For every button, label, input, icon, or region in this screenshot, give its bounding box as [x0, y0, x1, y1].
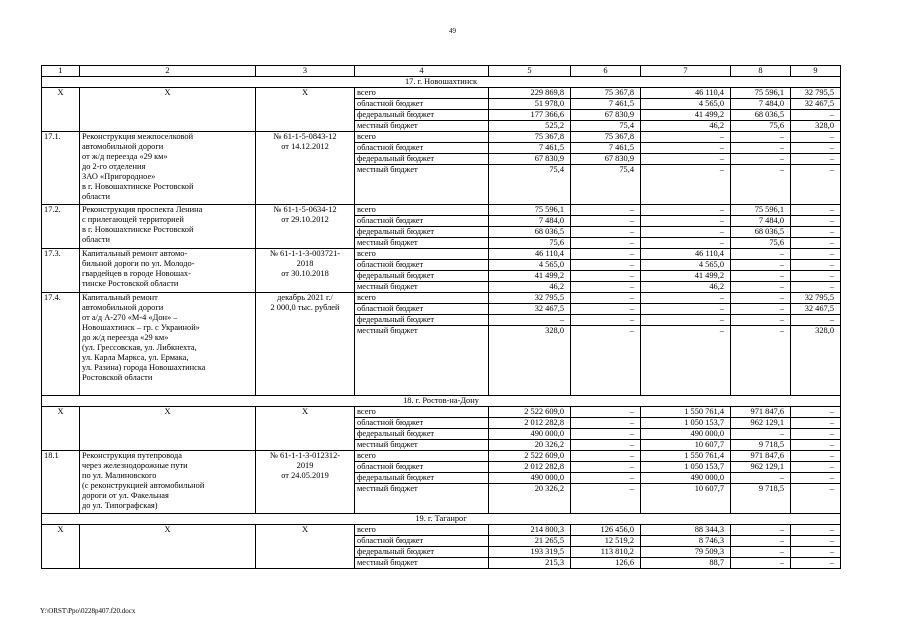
item-document-line: 2018	[296, 259, 314, 268]
amount-cell: –	[571, 227, 641, 238]
amount-cell: –	[791, 143, 841, 154]
amount-cell: 46 110,4	[489, 249, 571, 260]
item-document-line: № 61-1-1-3-012312-	[269, 451, 341, 460]
item-name-line: ЗАО «Пригородное»	[82, 172, 156, 181]
amount-cell: –	[571, 216, 641, 227]
amount-cell: 4 565,0	[489, 260, 571, 271]
amount-cell: 490 000,0	[489, 473, 571, 484]
amount-cell: 971 847,6	[731, 451, 791, 462]
item-row	[42, 205, 841, 216]
amount-cell: –	[791, 536, 841, 547]
amount-cell: –	[731, 547, 791, 558]
placeholder-x: Х	[256, 88, 355, 132]
amount-cell: –	[731, 282, 791, 293]
budget-type: всего	[355, 249, 489, 260]
budget-type: федеральный бюджет	[355, 547, 489, 558]
amount-cell: –	[791, 271, 841, 282]
amount-cell: –	[731, 473, 791, 484]
amount-cell: 32 795,5	[489, 293, 571, 304]
amount-cell: –	[791, 484, 841, 514]
amount-cell: 75,4	[571, 121, 641, 132]
budget-type: федеральный бюджет	[355, 110, 489, 121]
item-name-line: Реконструкция проспекта Ленина	[82, 205, 203, 214]
item-name	[80, 293, 256, 396]
amount-cell: –	[641, 132, 731, 143]
amount-cell: 4 565,0	[641, 260, 731, 271]
item-document-line: № 61-1-5-0634-12	[273, 205, 337, 214]
section-heading-row	[42, 396, 841, 407]
item-name-line: (ул. Грессовская, ул. Либкнехта,	[82, 343, 197, 352]
column-number-6: 6	[571, 66, 641, 77]
item-name-line: бильной дороги по ул. Молодо-	[82, 259, 195, 268]
amount-cell: 177 366,6	[489, 110, 571, 121]
amount-cell: –	[791, 227, 841, 238]
item-document-line: № 61-1-5-0843-12	[273, 132, 337, 141]
section-heading-row	[42, 77, 841, 88]
item-document	[256, 249, 355, 293]
budget-type: федеральный бюджет	[355, 271, 489, 282]
budget-type: всего	[355, 293, 489, 304]
amount-cell: –	[641, 143, 731, 154]
amount-cell: –	[791, 418, 841, 429]
item-name-line: автомобильной дороги	[82, 142, 164, 151]
amount-cell: –	[571, 418, 641, 429]
amount-cell: 68 036,5	[489, 227, 571, 238]
amount-cell: 32 795,5	[791, 293, 841, 304]
amount-cell: 328,0	[791, 326, 841, 396]
budget-type: областной бюджет	[355, 536, 489, 547]
placeholder-x: Х	[256, 525, 355, 569]
amount-cell: –	[791, 249, 841, 260]
amount-cell: –	[641, 154, 731, 165]
budget-type: областной бюджет	[355, 99, 489, 110]
amount-cell: –	[571, 440, 641, 451]
amount-cell: –	[791, 238, 841, 249]
item-row	[42, 249, 841, 260]
section-title: 18. г. Ростов-на-Дону	[42, 396, 841, 407]
amount-cell: 41 499,2	[489, 271, 571, 282]
column-number-8: 8	[731, 66, 791, 77]
amount-cell: 67 830,9	[571, 110, 641, 121]
amount-cell: 2 012 282,8	[489, 418, 571, 429]
amount-cell: 75,6	[489, 238, 571, 249]
amount-cell: 525,2	[489, 121, 571, 132]
amount-cell: –	[731, 304, 791, 315]
item-name-line: от ж/д переезда «29 км»	[82, 152, 168, 161]
amount-cell: 75,4	[489, 165, 571, 205]
item-name-line: ул. Разина) города Новошахтинска	[82, 363, 206, 372]
column-number-2: 2	[80, 66, 256, 77]
amount-cell: 75 596,1	[731, 205, 791, 216]
amount-cell: –	[791, 315, 841, 326]
amount-cell: 75 596,1	[731, 88, 791, 99]
amount-cell: 32 795,5	[791, 88, 841, 99]
amount-cell: 10 607,7	[641, 484, 731, 514]
item-name-line: в г. Новошахтинске Ростовской	[82, 225, 194, 234]
amount-cell: –	[731, 249, 791, 260]
amount-cell: 88 344,3	[641, 525, 731, 536]
amount-cell: 41 499,2	[641, 271, 731, 282]
amount-cell: –	[571, 304, 641, 315]
section-title: 17. г. Новошахтинск	[42, 77, 841, 88]
placeholder-x: Х	[42, 407, 80, 451]
item-name-line: от а/д А-270 «М-4 «Дон» –	[82, 313, 178, 322]
amount-cell: 46,2	[489, 282, 571, 293]
amount-cell: 215,3	[489, 558, 571, 569]
budget-type: федеральный бюджет	[355, 154, 489, 165]
amount-cell: –	[791, 205, 841, 216]
item-name-line: тинске Ростовской области	[82, 279, 179, 288]
budget-type: всего	[355, 205, 489, 216]
amount-cell: –	[791, 132, 841, 143]
amount-cell: –	[571, 249, 641, 260]
amount-cell: –	[571, 205, 641, 216]
amount-cell: 7 484,0	[489, 216, 571, 227]
placeholder-x: Х	[256, 407, 355, 451]
amount-cell: –	[791, 154, 841, 165]
amount-cell: –	[731, 165, 791, 205]
amount-cell: 2 522 609,0	[489, 451, 571, 462]
amount-cell: –	[791, 451, 841, 462]
item-name-line: Ростовской области	[82, 373, 153, 382]
item-name	[80, 205, 256, 249]
placeholder-x: Х	[80, 88, 256, 132]
budget-type: федеральный бюджет	[355, 315, 489, 326]
amount-cell: 75,6	[731, 121, 791, 132]
item-name-line: через железнодорожные пути	[82, 461, 188, 470]
amount-cell: 490 000,0	[641, 429, 731, 440]
item-name-line: по ул. Малиновского	[82, 471, 157, 480]
item-name-line: до 2-го отделения	[82, 162, 146, 171]
section-title: 19. г. Таганрог	[42, 514, 841, 525]
amount-cell: 67 830,9	[489, 154, 571, 165]
amount-cell: 2 012 282,8	[489, 462, 571, 473]
amount-cell: 229 869,8	[489, 88, 571, 99]
amount-cell: –	[731, 315, 791, 326]
item-document-line: 2 000,0 тыс. рублей	[270, 303, 340, 312]
amount-cell: 46,2	[641, 121, 731, 132]
amount-cell: –	[641, 304, 731, 315]
amount-cell: 7 484,0	[731, 99, 791, 110]
budget-type: всего	[355, 451, 489, 462]
placeholder-x: Х	[80, 407, 256, 451]
amount-cell: 1 050 153,7	[641, 418, 731, 429]
item-name-line: автомобильной дороги	[82, 303, 164, 312]
item-name-line: Капитальный ремонт	[82, 293, 158, 302]
budget-type: областной бюджет	[355, 216, 489, 227]
amount-cell: 126 456,0	[571, 525, 641, 536]
amount-cell: 7 461,5	[489, 143, 571, 154]
amount-cell: –	[791, 110, 841, 121]
amount-cell: –	[731, 293, 791, 304]
budget-type: областной бюджет	[355, 462, 489, 473]
item-name-line: гвардейцев в городе Новошах-	[82, 269, 191, 278]
amount-cell: 328,0	[489, 326, 571, 396]
amount-cell: –	[791, 473, 841, 484]
amount-cell: 46 110,4	[641, 88, 731, 99]
amount-cell: 67 830,9	[571, 154, 641, 165]
budget-type: всего	[355, 407, 489, 418]
amount-cell: –	[791, 525, 841, 536]
amount-cell: –	[571, 293, 641, 304]
item-name-line: Реконструкция межпоселковой	[82, 132, 194, 141]
item-document-line: № 61-1-1-3-003721-	[269, 249, 341, 258]
item-row	[42, 293, 841, 304]
amount-cell: 4 565,0	[641, 99, 731, 110]
item-number: 17.1.	[42, 132, 80, 205]
column-number-3: 3	[256, 66, 355, 77]
amount-cell: –	[571, 407, 641, 418]
amount-cell: 75 596,1	[489, 205, 571, 216]
amount-cell: –	[571, 462, 641, 473]
budget-type: местный бюджет	[355, 165, 489, 205]
summary-row	[42, 88, 841, 99]
amount-cell: –	[731, 326, 791, 396]
amount-cell: 68 036,5	[731, 110, 791, 121]
amount-cell: 962 129,1	[731, 462, 791, 473]
amount-cell: –	[641, 216, 731, 227]
item-number: 18.1	[42, 451, 80, 514]
budget-type: всего	[355, 88, 489, 99]
budget-type: федеральный бюджет	[355, 473, 489, 484]
amount-cell: 32 467,5	[791, 99, 841, 110]
item-name-line: Реконструкция путепровода	[82, 451, 183, 460]
amount-cell: –	[571, 326, 641, 396]
amount-cell: 7 484,0	[731, 216, 791, 227]
amount-cell: –	[641, 315, 731, 326]
item-document	[256, 205, 355, 249]
item-number: 17.3.	[42, 249, 80, 293]
item-name-line: области	[82, 235, 110, 244]
budget-type: областной бюджет	[355, 260, 489, 271]
item-document-line: от 29.10.2012	[281, 215, 329, 224]
item-name-line: Капитальный ремонт автомо-	[82, 249, 188, 258]
item-name-line: области	[82, 192, 110, 201]
amount-cell: 328,0	[791, 121, 841, 132]
amount-cell: 490 000,0	[489, 429, 571, 440]
item-document	[256, 132, 355, 205]
amount-cell: 2 522 609,0	[489, 407, 571, 418]
amount-cell: –	[791, 547, 841, 558]
budget-type: областной бюджет	[355, 304, 489, 315]
item-document-line: от 24.05.2019	[281, 471, 329, 480]
amount-cell: –	[791, 429, 841, 440]
amount-cell: 9 718,5	[731, 484, 791, 514]
amount-cell: 41 499,2	[641, 110, 731, 121]
amount-cell: 193 319,5	[489, 547, 571, 558]
amount-cell: 46,2	[641, 282, 731, 293]
amount-cell: –	[731, 271, 791, 282]
amount-cell: –	[731, 536, 791, 547]
item-name-line: дороги от ул. Факельная	[82, 491, 169, 500]
amount-cell: –	[641, 205, 731, 216]
column-number-row	[42, 66, 841, 77]
amount-cell: –	[731, 132, 791, 143]
amount-cell: 10 607,7	[641, 440, 731, 451]
summary-row	[42, 525, 841, 536]
column-number-9: 9	[791, 66, 841, 77]
item-number: 17.4.	[42, 293, 80, 396]
item-name-line: (с реконструкцией автомобильной	[82, 481, 205, 490]
amount-cell: –	[571, 429, 641, 440]
file-path-footer: Y:\ORST\Ppo\0228p407.f20.docx	[40, 607, 136, 615]
summary-row	[42, 407, 841, 418]
amount-cell: 1 550 761,4	[641, 407, 731, 418]
budget-type: федеральный бюджет	[355, 227, 489, 238]
amount-cell: 68 036,5	[731, 227, 791, 238]
amount-cell: –	[791, 260, 841, 271]
amount-cell: –	[571, 484, 641, 514]
amount-cell: 9 718,5	[731, 440, 791, 451]
item-document-line: от 14.12.2012	[281, 142, 329, 151]
budget-type: местный бюджет	[355, 282, 489, 293]
amount-cell: 971 847,6	[731, 407, 791, 418]
amount-cell: –	[641, 227, 731, 238]
budget-type: местный бюджет	[355, 238, 489, 249]
placeholder-x: Х	[42, 88, 80, 132]
amount-cell: –	[641, 293, 731, 304]
amount-cell: 88,7	[641, 558, 731, 569]
column-number-1: 1	[42, 66, 80, 77]
item-name	[80, 132, 256, 205]
column-number-7: 7	[641, 66, 731, 77]
amount-cell: 12 519,2	[571, 536, 641, 547]
amount-cell: 214 800,3	[489, 525, 571, 536]
amount-cell: 79 509,3	[641, 547, 731, 558]
item-document-line: декабрь 2021 г./	[277, 293, 333, 302]
placeholder-x: Х	[80, 525, 256, 569]
amount-cell: –	[489, 315, 571, 326]
item-name	[80, 249, 256, 293]
amount-cell: –	[571, 315, 641, 326]
amount-cell: 490 000,0	[641, 473, 731, 484]
amount-cell: 51 978,0	[489, 99, 571, 110]
budget-type: всего	[355, 132, 489, 143]
item-number: 17.2.	[42, 205, 80, 249]
amount-cell: –	[641, 165, 731, 205]
item-name-line: ул. Карла Маркса, ул. Ермака,	[82, 353, 189, 362]
amount-cell: –	[731, 525, 791, 536]
budget-type: местный бюджет	[355, 558, 489, 569]
amount-cell: 32 467,5	[489, 304, 571, 315]
amount-cell: 46 110,4	[641, 249, 731, 260]
amount-cell: –	[731, 558, 791, 569]
budget-type: местный бюджет	[355, 326, 489, 396]
column-number-4: 4	[355, 66, 489, 77]
budget-type: областной бюджет	[355, 418, 489, 429]
amount-cell: 75 367,8	[489, 132, 571, 143]
amount-cell: –	[571, 271, 641, 282]
item-name-line: с прилегающей территорией	[82, 215, 184, 224]
item-name	[80, 451, 256, 514]
amount-cell: –	[731, 260, 791, 271]
placeholder-x: Х	[42, 525, 80, 569]
column-number-5: 5	[489, 66, 571, 77]
amount-cell: 20 326,2	[489, 484, 571, 514]
page-number: 49	[449, 27, 456, 35]
amount-cell: –	[731, 429, 791, 440]
amount-cell: –	[731, 143, 791, 154]
amount-cell: 20 326,2	[489, 440, 571, 451]
amount-cell: –	[791, 407, 841, 418]
amount-cell: 75 367,8	[571, 132, 641, 143]
amount-cell: 75,4	[571, 165, 641, 205]
item-name-line: до ул. Типографская)	[82, 501, 158, 510]
amount-cell: –	[641, 326, 731, 396]
amount-cell: –	[791, 440, 841, 451]
item-document	[256, 293, 355, 396]
budget-type: федеральный бюджет	[355, 429, 489, 440]
amount-cell: 113 810,2	[571, 547, 641, 558]
amount-cell: 962 129,1	[731, 418, 791, 429]
item-name-line: Новошахтинск – гр. с Украиной»	[82, 323, 200, 332]
amount-cell: –	[791, 558, 841, 569]
amount-cell: –	[571, 260, 641, 271]
item-row	[42, 451, 841, 462]
amount-cell: –	[791, 282, 841, 293]
amount-cell: 75 367,8	[571, 88, 641, 99]
amount-cell: 7 461,5	[571, 143, 641, 154]
amount-cell: 126,6	[571, 558, 641, 569]
budget-type: местный бюджет	[355, 440, 489, 451]
amount-cell: –	[791, 462, 841, 473]
item-document-line: от 30.10.2018	[281, 269, 329, 278]
amount-cell: –	[571, 282, 641, 293]
amount-cell: 1 050 153,7	[641, 462, 731, 473]
budget-type: областной бюджет	[355, 143, 489, 154]
amount-cell: –	[571, 473, 641, 484]
budget-type: местный бюджет	[355, 484, 489, 514]
amount-cell: –	[791, 216, 841, 227]
amount-cell: –	[731, 154, 791, 165]
amount-cell: 21 265,5	[489, 536, 571, 547]
amount-cell: –	[791, 165, 841, 205]
budget-type: всего	[355, 525, 489, 536]
amount-cell: 75,6	[731, 238, 791, 249]
item-name-line: в г. Новошахтинске Ростовской	[82, 182, 194, 191]
item-row	[42, 132, 841, 143]
budget-table	[41, 65, 841, 569]
amount-cell: –	[571, 451, 641, 462]
amount-cell: 7 461,5	[571, 99, 641, 110]
section-heading-row	[42, 514, 841, 525]
item-name-line: до ж/д переезда «29 км»	[82, 333, 169, 342]
item-document	[256, 451, 355, 514]
amount-cell: 1 550 761,4	[641, 451, 731, 462]
budget-type: местный бюджет	[355, 121, 489, 132]
item-document-line: 2019	[296, 461, 314, 470]
amount-cell: –	[641, 238, 731, 249]
amount-cell: 8 746,3	[641, 536, 731, 547]
amount-cell: –	[571, 238, 641, 249]
amount-cell: 32 467,5	[791, 304, 841, 315]
